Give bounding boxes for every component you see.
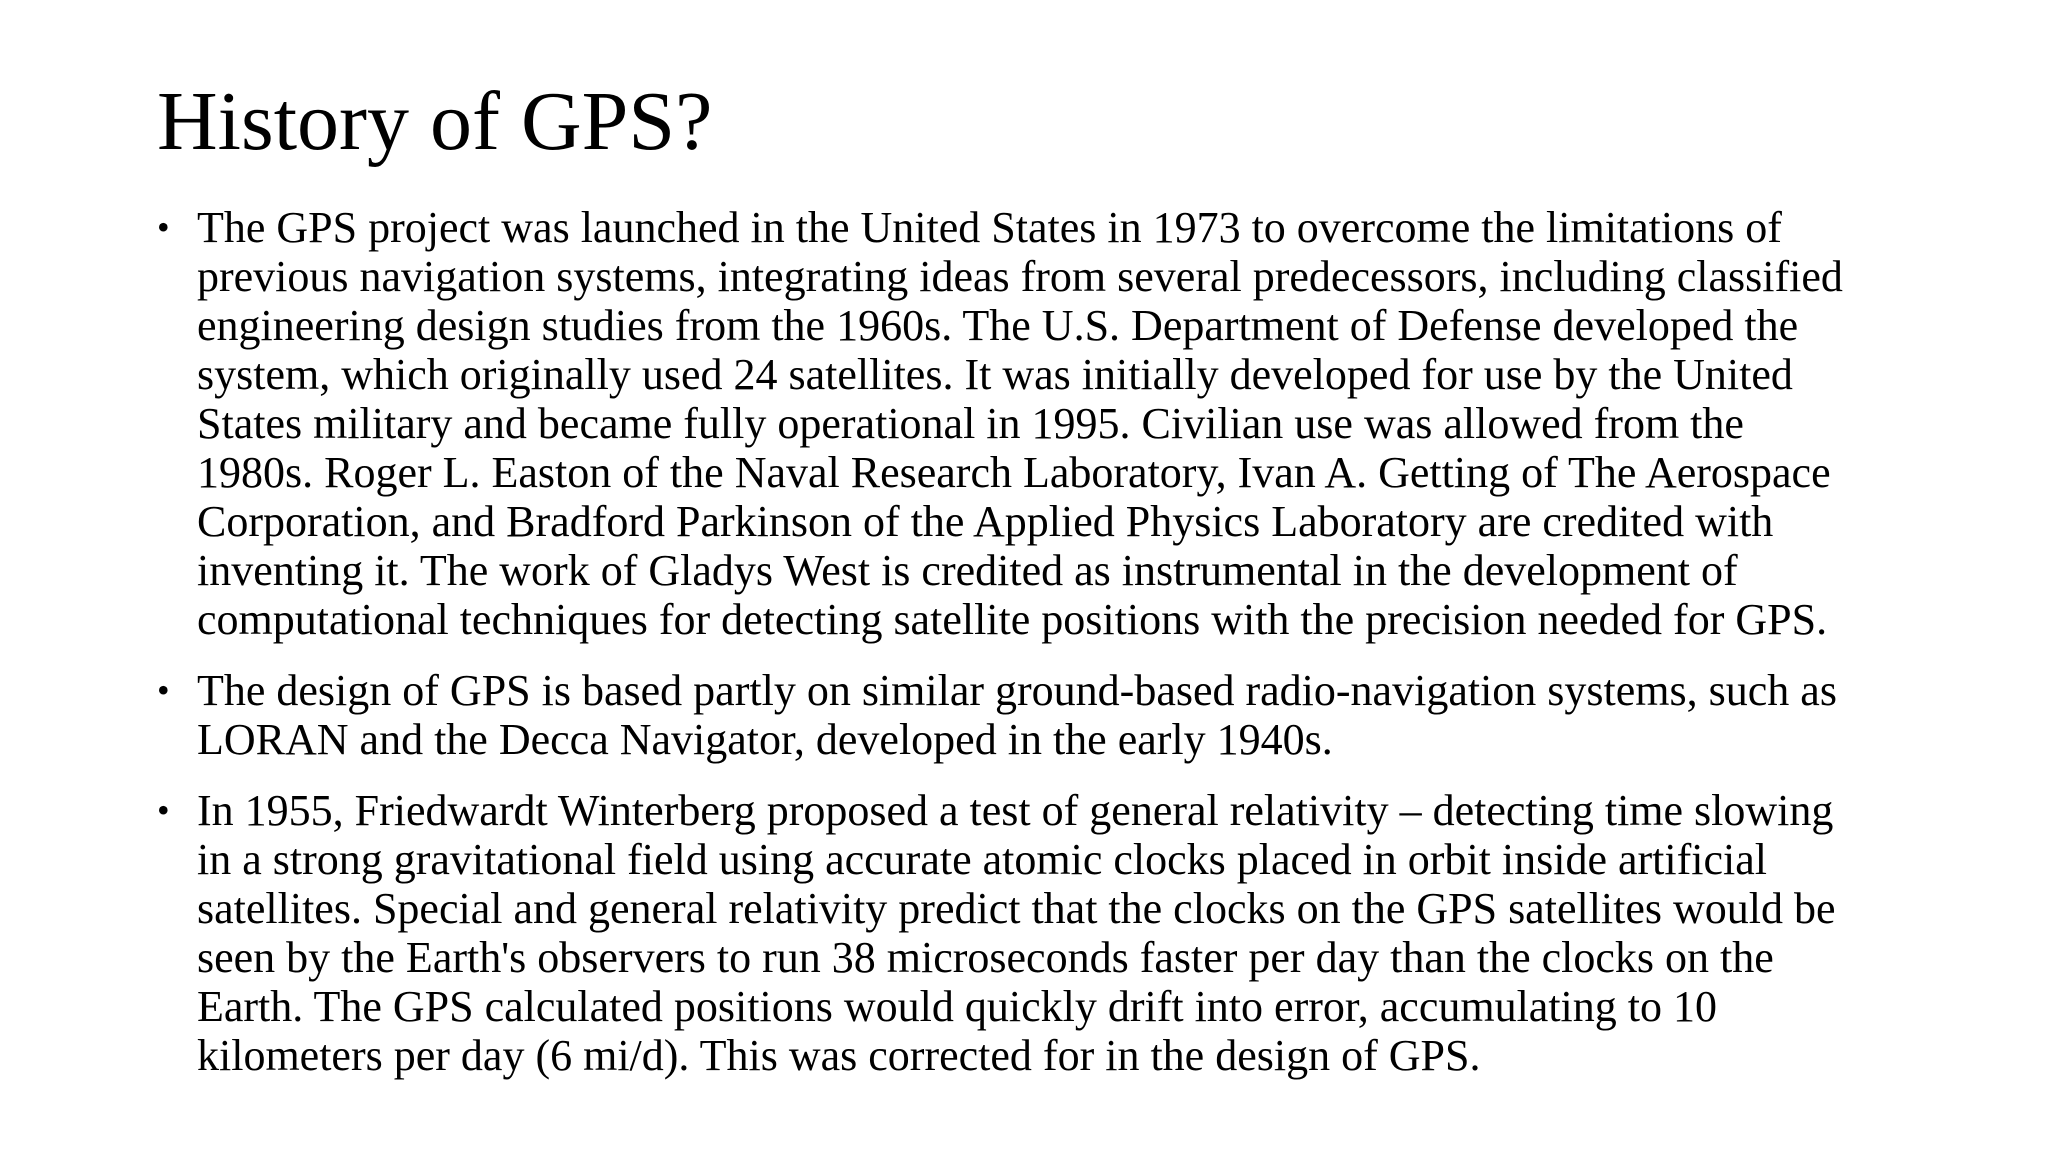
bullet-text-line: Corporation, and Bradford Parkinson of the Applied Physics Laboratory are credited with: [197, 497, 1774, 546]
slide-title: History of GPS?: [157, 75, 713, 168]
bullet-item: [157, 203, 1917, 644]
bullet-icon: •: [157, 790, 170, 830]
bullet-text-line: 1980s. Roger L. Easton of the Naval Research Laboratory, Ivan A. Getting of The Aerospace: [197, 448, 1831, 497]
bullet-item: [157, 786, 1917, 1080]
bullet-text-line: in a strong gravitational field using accurate atomic clocks placed in orbit inside artificial: [197, 835, 1768, 884]
bullet-text-line: satellites. Special and general relativity predict that the clocks on the GPS satellites would be: [197, 884, 1836, 933]
bullet-text-line: seen by the Earth's observers to run 38 microseconds faster per day than the clocks on the: [197, 933, 1774, 982]
bullet-text-line: The design of GPS is based partly on similar ground-based radio-navigation systems, such as: [197, 666, 1837, 715]
bullet-text-line: States military and became fully operational in 1995. Civilian use was allowed from the: [197, 399, 1744, 448]
bullet-text-line: system, which originally used 24 satellites. It was initially developed for use by the United: [197, 350, 1793, 399]
bullet-text-line: inventing it. The work of Gladys West is credited as instrumental in the development of: [197, 546, 1738, 595]
bullet-text-line: In 1955, Friedwardt Winterberg proposed a test of general relativity – detecting time slowing: [197, 786, 1834, 835]
bullet-icon: •: [157, 670, 170, 710]
bullet-text-line: engineering design studies from the 1960s. The U.S. Department of Defense developed the: [197, 301, 1799, 350]
bullet-text-line: computational techniques for detecting satellite positions with the precision needed for GPS.: [197, 595, 1828, 644]
bullet-icon: •: [157, 207, 170, 247]
bullet-text-line: Earth. The GPS calculated positions would quickly drift into error, accumulating to 10: [197, 982, 1717, 1031]
bullet-item: [157, 666, 1917, 764]
bullet-text-line: previous navigation systems, integrating ideas from several predecessors, including classified: [197, 252, 1843, 301]
bullet-list: [157, 203, 1917, 1102]
bullet-text-line: The GPS project was launched in the United States in 1973 to overcome the limitations of: [197, 203, 1782, 252]
bullet-text-line: kilometers per day (6 mi/d). This was corrected for in the design of GPS.: [197, 1031, 1481, 1080]
bullet-text-line: LORAN and the Decca Navigator, developed in the early 1940s.: [197, 715, 1333, 764]
